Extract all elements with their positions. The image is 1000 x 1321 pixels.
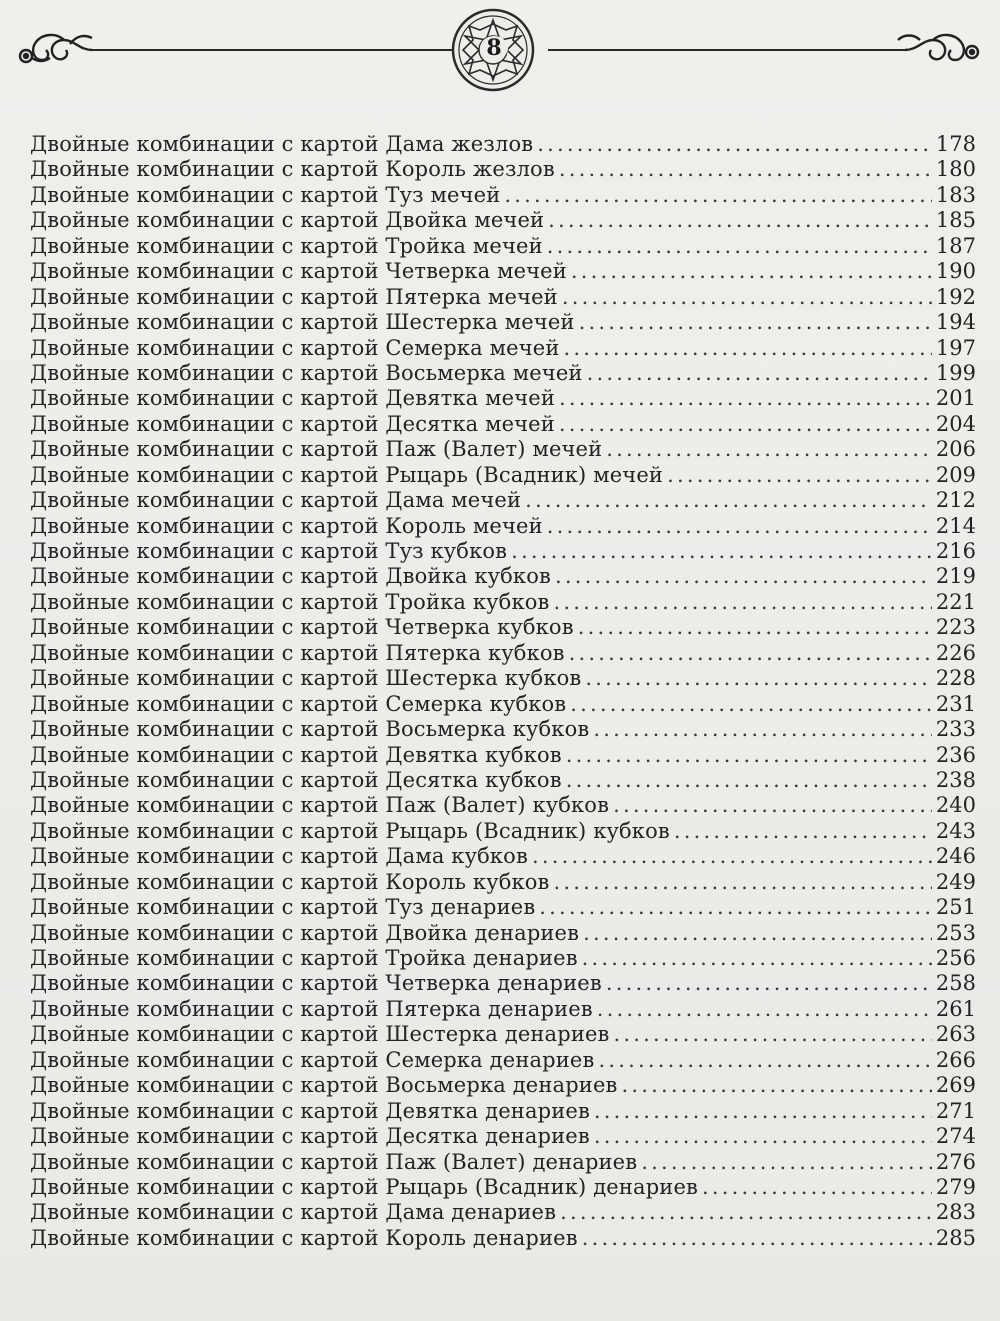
page-header — [0, 0, 1000, 110]
left-flourish-icon — [20, 35, 92, 62]
toc-entry — [30, 539, 976, 564]
toc-entry-title: Двойные комбинации с картой Шестерка мечей — [30, 310, 575, 335]
toc-entry-title: Двойные комбинации с картой Шестерка кубков — [30, 666, 582, 691]
toc-leader-dots — [554, 870, 932, 895]
toc-entry-page-number: 269 — [935, 1073, 976, 1098]
toc-entry-page-number: 183 — [935, 182, 976, 207]
toc-entry-page-number: 283 — [935, 1200, 976, 1225]
toc-entry-title: Двойные комбинации с картой Восьмерка кубков — [30, 717, 590, 742]
toc-leader-dots — [667, 463, 932, 488]
toc-entry-page-number: 261 — [935, 996, 976, 1021]
toc-entry-page-number: 266 — [935, 1047, 976, 1072]
toc-entry-page-number: 221 — [935, 589, 976, 614]
toc-leader-dots — [641, 1150, 932, 1175]
toc-entry-page-number: 204 — [935, 411, 976, 436]
toc-entry — [30, 666, 976, 691]
toc-leader-dots — [547, 514, 932, 539]
toc-entry-page-number: 228 — [935, 666, 976, 691]
toc-entry — [30, 870, 976, 895]
toc-entry-page-number: 197 — [935, 335, 976, 360]
toc-leader-dots — [560, 1200, 932, 1225]
toc-leader-dots — [578, 615, 932, 640]
toc-leader-dots — [559, 386, 932, 411]
toc-leader-dots — [569, 641, 932, 666]
toc-leader-dots — [554, 590, 932, 615]
toc-entry-page-number: 258 — [935, 971, 976, 996]
toc-entry-title: Двойные комбинации с картой Рыцарь (Всадник) мечей — [30, 462, 664, 487]
toc-entry-title: Двойные комбинации с картой Девятка денариев — [30, 1098, 590, 1123]
toc-entry-page-number: 279 — [935, 1174, 976, 1199]
toc-entry-page-number: 214 — [935, 513, 976, 538]
toc-entry — [30, 361, 976, 386]
toc-entry-title: Двойные комбинации с картой Король мечей — [30, 513, 543, 538]
toc-entry — [30, 437, 976, 462]
toc-entry-page-number: 253 — [935, 920, 976, 945]
toc-entry-page-number: 223 — [935, 615, 976, 640]
toc-entry — [30, 234, 976, 259]
toc-entry-page-number: 238 — [935, 767, 976, 792]
toc-entry-title: Двойные комбинации с картой Семерка мечей — [30, 335, 560, 360]
toc-entry-page-number: 274 — [935, 1124, 976, 1149]
toc-entry-title: Двойные комбинации с картой Четверка мечей — [30, 259, 567, 284]
toc-entry-title: Двойные комбинации с картой Восьмерка денариев — [30, 1073, 618, 1098]
toc-entry-page-number: 251 — [935, 895, 976, 920]
toc-entry — [30, 921, 976, 946]
toc-entry-title: Двойные комбинации с картой Девятка кубков — [30, 742, 562, 767]
toc-leader-dots — [511, 539, 932, 564]
toc-leader-dots — [613, 793, 932, 818]
toc-leader-dots — [555, 564, 932, 589]
toc-entry-title: Двойные комбинации с картой Четверка кубков — [30, 615, 574, 640]
toc-leader-dots — [594, 1099, 932, 1124]
toc-entry-title: Двойные комбинации с картой Семерка денариев — [30, 1047, 595, 1072]
toc-entry-title: Двойные комбинации с картой Паж (Валет) денариев — [30, 1149, 638, 1174]
toc-leader-dots — [606, 437, 932, 462]
toc-entry-title: Двойные комбинации с картой Паж (Валет) мечей — [30, 437, 603, 462]
toc-leader-dots — [606, 971, 932, 996]
toc-entry — [30, 1073, 976, 1098]
toc-entry — [30, 615, 976, 640]
toc-leader-dots — [562, 285, 932, 310]
toc-entry — [30, 564, 976, 589]
toc-entry — [30, 1226, 976, 1251]
toc-leader-dots — [598, 1048, 931, 1073]
toc-entry — [30, 590, 976, 615]
toc-leader-dots — [582, 946, 932, 971]
toc-leader-dots — [539, 895, 932, 920]
toc-entry-title: Двойные комбинации с картой Тройка кубков — [30, 589, 550, 614]
toc-entry — [30, 743, 976, 768]
toc-entry-title: Двойные комбинации с картой Рыцарь (Всадник) денариев — [30, 1174, 698, 1199]
toc-leader-dots — [587, 361, 932, 386]
toc-leader-dots — [579, 310, 932, 335]
toc-leader-dots — [593, 717, 932, 742]
toc-leader-dots — [559, 412, 932, 437]
toc-entry-title: Двойные комбинации с картой Тройка мечей — [30, 233, 543, 258]
toc-entry — [30, 1099, 976, 1124]
toc-leader-dots — [614, 1022, 932, 1047]
toc-leader-dots — [597, 997, 932, 1022]
toc-entry — [30, 971, 976, 996]
right-flourish-icon — [898, 35, 978, 60]
toc-entry-page-number: 201 — [935, 386, 976, 411]
toc-leader-dots — [594, 1124, 932, 1149]
toc-entry-page-number: 178 — [935, 132, 976, 156]
toc-entry — [30, 336, 976, 361]
toc-entry-title: Двойные комбинации с картой Туз мечей — [30, 182, 501, 207]
toc-entry — [30, 717, 976, 742]
toc-entry-page-number: 236 — [935, 742, 976, 767]
toc-entry-page-number: 209 — [935, 462, 976, 487]
toc-entry-title: Двойные комбинации с картой Десятка мечей — [30, 411, 555, 436]
toc-entry-title: Двойные комбинации с картой Король жезлов — [30, 157, 555, 182]
toc-entry-page-number: 231 — [935, 691, 976, 716]
toc-entry — [30, 208, 976, 233]
toc-leader-dots — [532, 844, 932, 869]
toc-entry — [30, 641, 976, 666]
table-of-contents — [30, 132, 976, 1251]
toc-entry-page-number: 233 — [935, 717, 976, 742]
toc-leader-dots — [504, 183, 932, 208]
toc-leader-dots — [559, 157, 932, 182]
toc-entry-title: Двойные комбинации с картой Пятерка денариев — [30, 996, 593, 1021]
toc-entry — [30, 844, 976, 869]
toc-leader-dots — [525, 488, 932, 513]
toc-entry — [30, 946, 976, 971]
toc-leader-dots — [563, 336, 931, 361]
toc-entry — [30, 895, 976, 920]
toc-leader-dots — [674, 819, 932, 844]
toc-entry — [30, 1124, 976, 1149]
toc-leader-dots — [583, 921, 932, 946]
toc-entry — [30, 132, 976, 157]
page-number: 8 — [480, 36, 508, 60]
toc-entry-title: Двойные комбинации с картой Пятерка мечей — [30, 284, 558, 309]
toc-entry-title: Двойные комбинации с картой Тройка денариев — [30, 946, 578, 970]
toc-leader-dots — [548, 208, 932, 233]
toc-entry-title: Двойные комбинации с картой Десятка кубков — [30, 767, 562, 792]
toc-entry-title: Двойные комбинации с картой Туз денариев — [30, 895, 536, 920]
toc-entry — [30, 1022, 976, 1047]
toc-entry — [30, 1150, 976, 1175]
toc-entry-page-number: 219 — [935, 564, 976, 589]
toc-entry-page-number: 185 — [935, 208, 976, 233]
toc-entry-page-number: 246 — [935, 844, 976, 869]
toc-entry-title: Двойные комбинации с картой Двойка мечей — [30, 208, 545, 233]
toc-entry-title: Двойные комбинации с картой Дама мечей — [30, 488, 522, 513]
toc-leader-dots — [585, 666, 932, 691]
toc-entry-page-number: 240 — [935, 793, 976, 818]
toc-leader-dots — [571, 259, 932, 284]
toc-entry — [30, 819, 976, 844]
toc-entry-page-number: 263 — [935, 1022, 976, 1047]
toc-entry-page-number: 216 — [935, 539, 976, 563]
toc-entry-page-number: 249 — [935, 869, 976, 894]
toc-entry-page-number: 206 — [935, 437, 976, 462]
toc-entry — [30, 386, 976, 411]
toc-entry-title: Двойные комбинации с картой Рыцарь (Всадник) кубков — [30, 818, 670, 843]
toc-entry-page-number: 256 — [935, 946, 976, 970]
toc-entry — [30, 997, 976, 1022]
toc-leader-dots — [547, 234, 932, 259]
toc-entry-title: Двойные комбинации с картой Дама жезлов — [30, 132, 534, 156]
toc-entry — [30, 310, 976, 335]
toc-entry-title: Двойные комбинации с картой Двойка денариев — [30, 920, 580, 945]
toc-entry — [30, 793, 976, 818]
toc-entry-title: Двойные комбинации с картой Десятка денариев — [30, 1124, 590, 1149]
toc-entry-title: Двойные комбинации с картой Король денариев — [30, 1225, 578, 1250]
toc-entry-title: Двойные комбинации с картой Девятка мечей — [30, 386, 555, 411]
toc-entry — [30, 157, 976, 182]
toc-entry-page-number: 199 — [935, 360, 976, 385]
toc-entry — [30, 285, 976, 310]
toc-entry-title: Двойные комбинации с картой Дама денариев — [30, 1200, 557, 1225]
toc-entry-title: Двойные комбинации с картой Дама кубков — [30, 844, 528, 869]
toc-entry-title: Двойные комбинации с картой Пятерка кубков — [30, 640, 565, 665]
toc-entry-page-number: 192 — [935, 284, 976, 309]
toc-entry-title: Двойные комбинации с картой Паж (Валет) кубков — [30, 793, 610, 818]
toc-entry-page-number: 180 — [935, 157, 976, 182]
toc-leader-dots — [702, 1175, 932, 1200]
toc-entry-title: Двойные комбинации с картой Двойка кубков — [30, 564, 551, 589]
toc-leader-dots — [570, 692, 932, 717]
toc-entry-page-number: 226 — [935, 640, 976, 665]
toc-entry-page-number: 212 — [935, 488, 976, 513]
toc-entry — [30, 1048, 976, 1073]
toc-entry — [30, 768, 976, 793]
toc-leader-dots — [582, 1226, 932, 1251]
toc-entry — [30, 514, 976, 539]
toc-entry — [30, 692, 976, 717]
toc-entry — [30, 1175, 976, 1200]
toc-entry-page-number: 243 — [935, 818, 976, 843]
toc-entry-title: Двойные комбинации с картой Король кубков — [30, 869, 550, 894]
toc-entry-page-number: 271 — [935, 1098, 976, 1123]
toc-entry — [30, 183, 976, 208]
toc-entry-page-number: 194 — [935, 310, 976, 335]
toc-leader-dots — [566, 743, 932, 768]
toc-entry — [30, 488, 976, 513]
toc-leader-dots — [622, 1073, 932, 1098]
toc-entry-title: Двойные комбинации с картой Семерка кубков — [30, 691, 567, 716]
toc-entry — [30, 463, 976, 488]
toc-entry — [30, 412, 976, 437]
toc-entry-title: Двойные комбинации с картой Восьмерка мечей — [30, 360, 583, 385]
toc-entry-page-number: 276 — [935, 1149, 976, 1174]
toc-entry-page-number: 187 — [935, 233, 976, 258]
toc-entry — [30, 259, 976, 284]
toc-entry-title: Двойные комбинации с картой Четверка денариев — [30, 971, 602, 996]
toc-entry-title: Двойные комбинации с картой Туз кубков — [30, 539, 508, 563]
toc-leader-dots — [566, 768, 932, 793]
toc-entry-title: Двойные комбинации с картой Шестерка денариев — [30, 1022, 610, 1047]
toc-entry-page-number: 285 — [935, 1225, 976, 1250]
toc-leader-dots — [537, 132, 932, 157]
toc-entry-page-number: 190 — [935, 259, 976, 284]
toc-entry — [30, 1200, 976, 1225]
